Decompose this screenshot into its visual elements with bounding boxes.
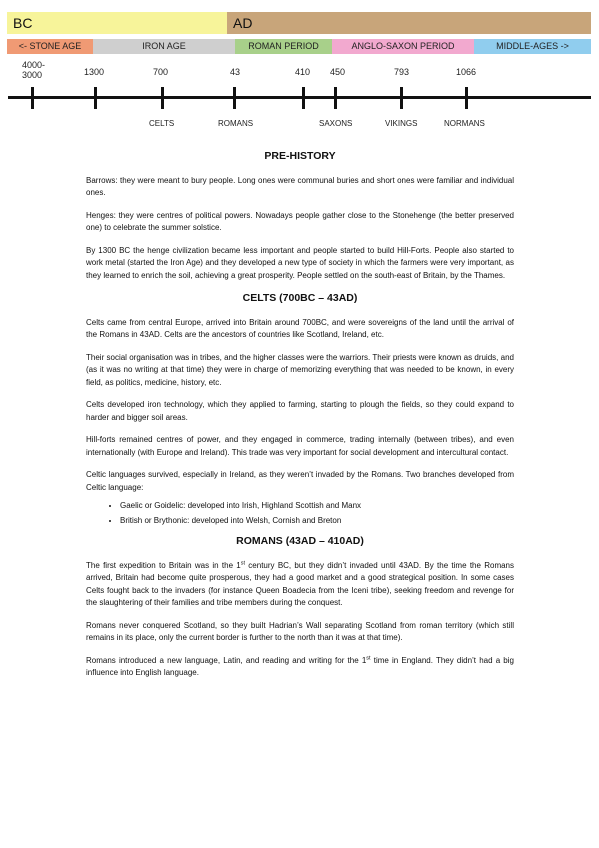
- text-run: time in England. They didn’t had a big influence into English language.: [86, 655, 514, 677]
- paragraph: Henges: they were centres of political powers. Nowadays people gather close to the Stonehenge (the better preserved one) to celebrate the summer solstice.: [86, 210, 514, 232]
- period-stone-age: <- STONE AGE: [7, 39, 93, 54]
- date-label: 700: [153, 67, 169, 77]
- timeline-tick: [400, 87, 403, 109]
- paragraph: Romans never conquered Scotland, so they built Hadrian’s Wall separating Scotland from roman territory (which still remains in its place, only the current border is further to the north than it was at that time).: [86, 620, 514, 642]
- date-label: 4000- 3000: [22, 60, 46, 80]
- language-branches-list: [86, 500, 514, 527]
- paragraph: Celts came from central Europe, arrived into Britain around 700BC, and were sovereigns of the land until the arrival of the Romans in 43AD. Celts are the ancestors of countries like Scotland, Ireland, etc.: [86, 317, 514, 339]
- people-label: SAXONS: [319, 119, 353, 128]
- timeline-tick: [161, 87, 164, 109]
- text-run: Romans introduced a new language, Latin, and reading and writing for the 1: [86, 655, 367, 665]
- text-run: The first expedition to Britain was in the 1: [86, 560, 241, 570]
- date-label: 1066: [456, 67, 477, 77]
- paragraph: Their social organisation was in tribes, and the higher classes were the warriors. Their priests were known as druids, and (as it was no writing at that time) they were in charge of memorizing everything that was needed to be known, in every field, as politics, medicine, history, etc.: [86, 352, 514, 387]
- timeline-tick: [233, 87, 236, 109]
- superscript: st: [240, 559, 246, 566]
- date-label: 1300: [84, 67, 105, 77]
- timeline-tick: [465, 87, 468, 109]
- people-label: VIKINGS: [385, 119, 418, 128]
- paragraph: Celtic languages survived, especially in Ireland, as they weren’t invaded by the Romans. Two branches developed from Celtic language:: [86, 470, 514, 492]
- period-middle-ages: MIDDLE-AGES ->: [474, 39, 591, 54]
- section-title-romans: ROMANS (43AD – 410AD): [236, 535, 364, 547]
- period-iron-age: IRON AGE: [93, 39, 235, 54]
- superscript: st: [366, 654, 371, 661]
- paragraph: Hill-forts remained centres of power, and they engaged in commerce, trading internally (between tribes), and even internationally (with Europe and Ireland). This trade was very important for social development and intercultural contact.: [86, 435, 514, 457]
- section-title-prehistory: PRE-HISTORY: [264, 150, 336, 162]
- paragraph: [86, 560, 514, 610]
- list-item: • Gaelic or Goidelic: developed into Irish, Highland Scottish and Manx: [120, 500, 514, 513]
- timeline-tick: [94, 87, 97, 109]
- people-label: ROMANS: [218, 119, 254, 128]
- people-label: CELTS: [149, 119, 175, 128]
- date-label: 410: [295, 67, 311, 77]
- date-label: 450: [330, 67, 346, 77]
- people-label: NORMANS: [444, 119, 485, 128]
- date-label: 793: [394, 67, 410, 77]
- document-body: [86, 150, 514, 690]
- date-label: 43: [230, 67, 241, 77]
- text-run: century BC, but they didn’t invaded until 43AD. By the time the Romans arrived, Britain had become quite prosperous, they had a good market and a good strategical position. In some cases Celts fought back to the invaders (for instance Queen Boadecia from the Iceni tribe), seeking freedom and revenge for the slaughtering of their families and tribe members during the conquest.: [86, 560, 515, 607]
- period-roman: ROMAN PERIOD: [235, 39, 332, 54]
- timeline-tick: [334, 87, 337, 109]
- period-anglo-saxon: ANGLO-SAXON PERIOD: [332, 39, 474, 54]
- section-title-celts: CELTS (700BC – 43AD): [242, 292, 358, 304]
- timeline-tick: [31, 87, 34, 109]
- era-bc: BC: [7, 12, 227, 34]
- timeline-tick: [302, 87, 305, 109]
- list-item: • British or Brythonic: developed into Welsh, Cornish and Breton: [120, 515, 514, 528]
- paragraph: [86, 655, 514, 680]
- paragraph: Celts developed iron technology, which they applied to farming, starting to plough the fields, so they could expand to harder and bigger soil areas.: [86, 400, 514, 422]
- paragraph: By 1300 BC the henge civilization became less important and people started to build Hill-Forts. People also started to work metal (started the Iron Age) and they developed a new type of society in which the farmers were very important, as they learned to enrich the soil, achieving a great prosperity. People settled on the south-east of Britain, by the Thames.: [86, 245, 514, 280]
- era-ad: AD: [227, 12, 591, 34]
- paragraph: Barrows: they were meant to bury people. Long ones were communal buries and short ones were familiar and individual ones.: [86, 175, 514, 197]
